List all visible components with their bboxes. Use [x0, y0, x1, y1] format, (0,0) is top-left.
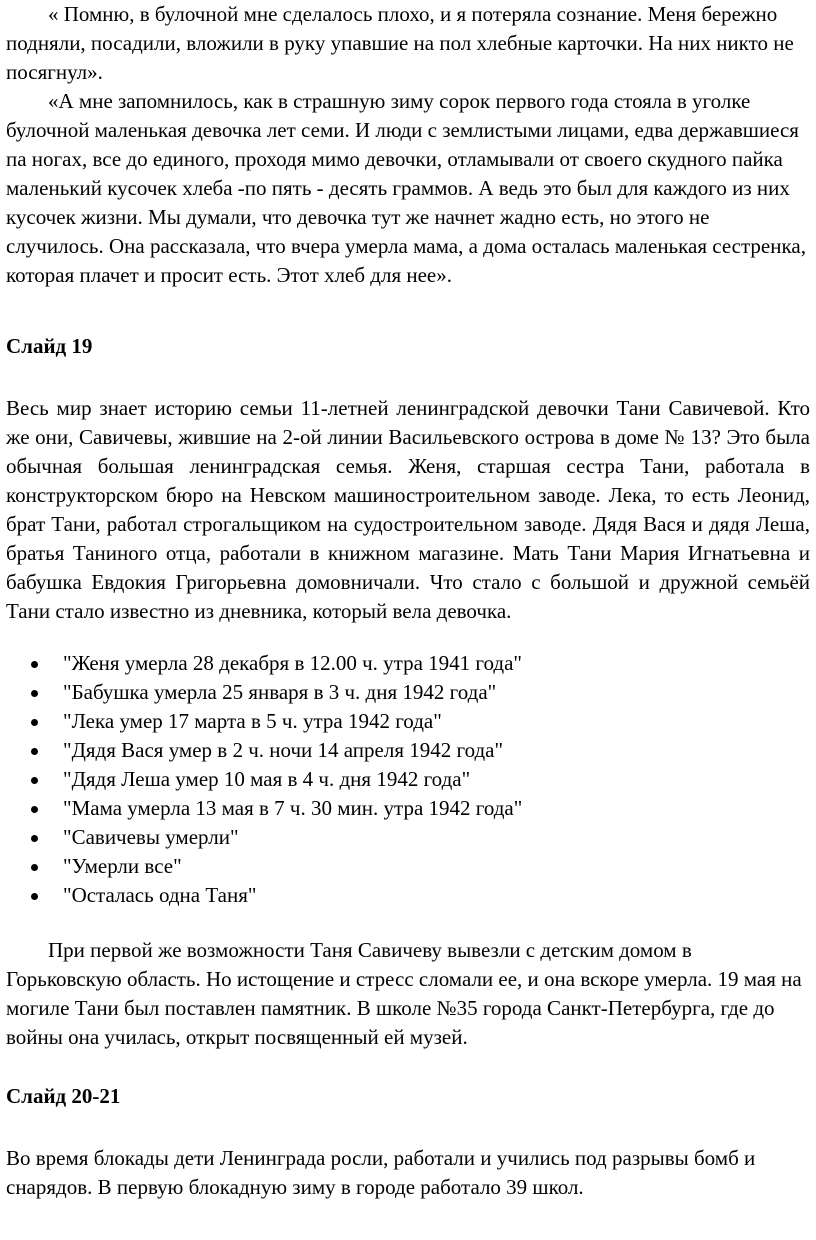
evacuation-paragraph: При первой же возможности Таня Савичеву вывезли с детским домом в Горьковскую область. Но истощение и стресс сломали ее, и она вскоре умерла. 19 мая на могиле Тани был поставлен памятник. В школе №35 города Санкт-Петербурга, где до войны она училась, открыт посвященный ей музей. — [6, 938, 802, 1049]
spacer — [0, 290, 816, 319]
bullet-icon — [31, 748, 38, 755]
bullet-icon — [31, 661, 38, 668]
diary-entry: "Бабушка умерла 25 января в 3 ч. дня 1942 года" — [0, 678, 816, 707]
slide-19-heading: Слайд 19 — [6, 334, 93, 358]
diary-entry: "Мама умерла 13 мая в 7 ч. 30 мин. утра 1942 года" — [0, 794, 816, 823]
diary-entry: "Дядя Вася умер в 2 ч. ночи 14 апреля 1942 года" — [0, 736, 816, 765]
slide-20-21-paragraph: Во время блокады дети Ленинграда росли, работали и учились под разрывы бомб и снарядов. В первую блокадную зиму в городе работало 39 школ. — [6, 1146, 756, 1199]
bullet-icon — [31, 835, 38, 842]
diary-entry: "Дядя Леша умер 10 мая в 4 ч. дня 1942 года" — [0, 765, 816, 794]
slide-19-paragraph: Весь мир знает историю семьи 11-летней ленинградской девочки Тани Савичевой. Кто же они, Савичевы, жившие на 2-ой линии Васильевского острова в доме № 13? Это была обычная большая ленинградская семья. Женя, старшая сестра Тани, работала в конструкторском бюро на Невском машиностроительном заводе. Лека, то есть Леонид, брат Тани, работал строгальщиком на судостроительном заводе. Дядя Вася и дядя Леша, братья Таниного отца, работали в книжном магазине. Мать Тани Мария Игнатьевна и бабушка Евдокия Григорьевна домовничали. Что стало с большой и дружной семьёй Тани стало известно из дневника, который вела девочка. — [6, 396, 810, 623]
slide-20-21-heading: Слайд 20-21 — [6, 1084, 121, 1108]
quote-paragraph-2: «А мне запомнилось, как в страшную зиму сорок первого года стояла в уголке булочной маленькая девочка лет семи. И люди с землистыми лицами, едва державшиеся па ногах, все до единого, проходя мимо девочки, отламывали от своего скудного пайка маленький кусочек хлеба -по пять - десять граммов. А ведь это был для каждого из них кусочек жизни. Мы думали, что девочка тут же начнет жадно есть, но этого не случилось. Она рассказала, что вчера умерла мама, а дома осталась маленькая сестренка, которая плачет и просит есть. Этот хлеб для нее». — [6, 89, 806, 287]
spacer — [0, 1111, 816, 1140]
spacer — [0, 361, 816, 390]
bullet-icon — [31, 806, 38, 813]
bullet-icon — [31, 719, 38, 726]
diary-entry: "Савичевы умерли" — [0, 823, 816, 852]
bullet-icon — [31, 690, 38, 697]
diary-entry: "Лека умер 17 марта в 5 ч. утра 1942 года" — [0, 707, 816, 736]
diary-entry: "Умерли все" — [0, 852, 816, 881]
bullet-icon — [31, 777, 38, 784]
bullet-icon — [31, 893, 38, 900]
diary-entry: "Женя умерла 28 декабря в 12.00 ч. утра 1941 года" — [0, 649, 816, 678]
bullet-icon — [31, 864, 38, 871]
diary-list — [0, 649, 816, 910]
diary-entry: "Осталась одна Таня" — [0, 881, 816, 910]
quote-paragraph-1: « Помню, в булочной мне сделалось плохо, и я потеряла сознание. Меня бережно подняли, посадили, вложили в руку упавшие на пол хлебные карточки. На них никто не посягнул». — [6, 2, 794, 84]
